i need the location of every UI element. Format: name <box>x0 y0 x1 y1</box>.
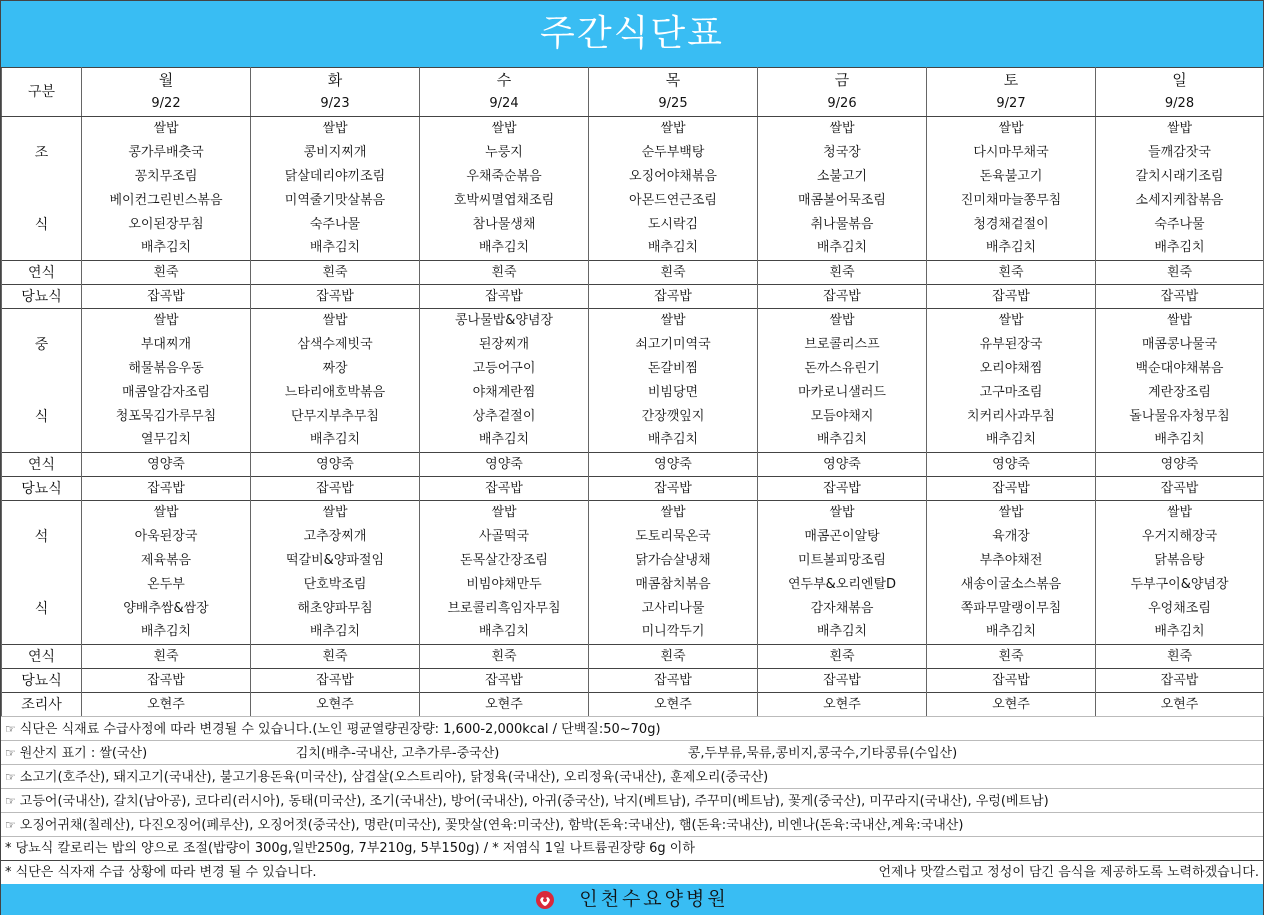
diabetic-diet-item: 잡곡밥 <box>251 477 420 501</box>
footer-bar <box>1 884 1263 915</box>
soft-diet-item: 흰죽 <box>589 261 758 285</box>
lunch-label-blank <box>2 381 82 405</box>
menu-item: 콩비지찌개 <box>251 141 420 165</box>
soft-diet-item: 흰죽 <box>1096 645 1264 669</box>
pointing-hand-icon: ☞ <box>5 794 16 808</box>
cook-name: 오현주 <box>82 693 251 717</box>
menu-item: 제육볶음 <box>82 549 251 573</box>
diabetic-diet-item: 잡곡밥 <box>758 669 927 693</box>
cook-name: 오현주 <box>927 693 1096 717</box>
note-calorie <box>1 836 1263 860</box>
menu-item: 매콤곤이알탕 <box>758 525 927 549</box>
menu-item: 돌나물유자청무침 <box>1096 405 1264 429</box>
menu-item: 돈까스유린기 <box>758 357 927 381</box>
lunch-label-blank <box>2 357 82 381</box>
menu-item: 배추김치 <box>82 621 251 645</box>
menu-item: 고사리나물 <box>589 597 758 621</box>
soft-diet-item: 영양죽 <box>1096 453 1264 477</box>
breakfast-label-blank <box>2 189 82 213</box>
date-header: 9/27 <box>927 92 1096 117</box>
menu-item: 고등어구이 <box>420 357 589 381</box>
menu-item: 쌀밥 <box>589 309 758 333</box>
menu-item: 치커리사과무침 <box>927 405 1096 429</box>
diabetic-diet-item: 잡곡밥 <box>82 669 251 693</box>
menu-item: 부추야채전 <box>927 549 1096 573</box>
menu-item: 닭가슴살냉채 <box>589 549 758 573</box>
menu-item: 숙주나물 <box>1096 213 1264 237</box>
diabetic-diet-label: 당뇨식 <box>2 285 82 309</box>
menu-item: 콩나물밥&양념장 <box>420 309 589 333</box>
notes-section <box>1 716 1263 860</box>
menu-item: 브로콜리흑임자무침 <box>420 597 589 621</box>
bottom-notice <box>1 860 1263 884</box>
page-title: 주간식단표 <box>1 1 1263 67</box>
menu-item: 우거지해장국 <box>1096 525 1264 549</box>
soft-diet-item: 영양죽 <box>251 453 420 477</box>
diabetic-diet-item: 잡곡밥 <box>927 477 1096 501</box>
menu-item: 쌀밥 <box>251 309 420 333</box>
cook-label: 조리사 <box>2 693 82 717</box>
menu-item: 숙주나물 <box>251 213 420 237</box>
lunch-label-blank <box>2 309 82 333</box>
menu-item: 감자채볶음 <box>758 597 927 621</box>
diabetic-diet-item: 잡곡밥 <box>589 285 758 309</box>
menu-item: 사골떡국 <box>420 525 589 549</box>
menu-item: 배추김치 <box>420 429 589 453</box>
menu-item: 마카로니샐러드 <box>758 381 927 405</box>
menu-item: 쌀밥 <box>420 117 589 141</box>
menu-item: 매콤참치볶음 <box>589 573 758 597</box>
diabetic-diet-item: 잡곡밥 <box>927 285 1096 309</box>
menu-item: 배추김치 <box>589 237 758 261</box>
note-fish-origin <box>1 788 1263 812</box>
menu-item: 우엉채조림 <box>1096 597 1264 621</box>
menu-item: 모듬야채지 <box>758 405 927 429</box>
menu-item: 소불고기 <box>758 165 927 189</box>
service-message: 언제나 맛깔스럽고 정성이 담긴 음식을 제공하도록 노력하겠습니다. <box>878 865 1259 880</box>
menu-item: 돈목살간장조림 <box>420 549 589 573</box>
menu-item: 들깨감잣국 <box>1096 141 1264 165</box>
menu-item: 쌀밥 <box>251 117 420 141</box>
day-header: 목 <box>589 68 758 92</box>
diabetic-diet-label: 당뇨식 <box>2 477 82 501</box>
menu-item: 느타리애호박볶음 <box>251 381 420 405</box>
menu-item: 참나물생채 <box>420 213 589 237</box>
menu-item: 유부된장국 <box>927 333 1096 357</box>
hospital-logo-icon <box>535 890 555 910</box>
origin-kimchi: 김치(배추-국내산, 고추가루-중국산) <box>295 746 500 761</box>
menu-item: 배추김치 <box>758 237 927 261</box>
diabetic-diet-label: 당뇨식 <box>2 669 82 693</box>
menu-item: 해초양파무침 <box>251 597 420 621</box>
menu-item: 계란장조림 <box>1096 381 1264 405</box>
menu-item: 누룽지 <box>420 141 589 165</box>
menu-table <box>1 67 1264 717</box>
menu-item: 오이된장무침 <box>82 213 251 237</box>
soft-diet-item: 영양죽 <box>589 453 758 477</box>
menu-item: 매콤콩나물국 <box>1096 333 1264 357</box>
menu-item: 배추김치 <box>82 237 251 261</box>
pointing-hand-icon: ☞ <box>5 818 16 832</box>
menu-item: 매콤알감자조림 <box>82 381 251 405</box>
diabetic-diet-item: 잡곡밥 <box>420 477 589 501</box>
menu-item: 온두부 <box>82 573 251 597</box>
soft-diet-label: 연식 <box>2 453 82 477</box>
menu-item: 야채계란찜 <box>420 381 589 405</box>
menu-item: 비빔야채만두 <box>420 573 589 597</box>
menu-item: 간장깻잎지 <box>589 405 758 429</box>
menu-item: 쌀밥 <box>1096 501 1264 525</box>
date-header: 9/23 <box>251 92 420 117</box>
menu-item: 호박씨멸엽채조림 <box>420 189 589 213</box>
menu-item: 도시락김 <box>589 213 758 237</box>
menu-item: 배추김치 <box>251 237 420 261</box>
note-text: 소고기(호주산), 돼지고기(국내산), 불고기용돈육(미국산), 삼겹살(오스트리아), 닭정육(국내산), 오리정육(국내산), 훈제오리(중국산) <box>19 770 769 785</box>
menu-item: 돈육불고기 <box>927 165 1096 189</box>
note-processed-origin <box>1 812 1263 836</box>
menu-item: 베이컨그린빈스볶음 <box>82 189 251 213</box>
note-text: 고등어(국내산), 갈치(남아공), 코다리(러시아), 동태(미국산), 조기(국내산), 방어(국내산), 아귀(중국산), 낙지(베트남), 주꾸미(베트남), 꽃게(중국산), 미꾸라지(국내산), 우렁(베트남) <box>19 794 1049 809</box>
menu-item: 청포묵김가루무침 <box>82 405 251 429</box>
hospital-name: 인천수요양병원 <box>579 888 729 910</box>
day-header: 수 <box>420 68 589 92</box>
soft-diet-item: 영양죽 <box>420 453 589 477</box>
menu-item: 쇠고기미역국 <box>589 333 758 357</box>
menu-item: 아몬드연근조림 <box>589 189 758 213</box>
dinner-label-blank <box>2 621 82 645</box>
menu-item: 꽁치무조림 <box>82 165 251 189</box>
soft-diet-item: 영양죽 <box>82 453 251 477</box>
day-header: 일 <box>1096 68 1264 92</box>
cook-name: 오현주 <box>589 693 758 717</box>
origin-rice: 원산지 표기 : 쌀(국산) <box>19 746 148 761</box>
note-meat-origin <box>1 764 1263 788</box>
day-header: 월 <box>82 68 251 92</box>
breakfast-label-blank <box>2 117 82 141</box>
menu-item: 청경채겉절이 <box>927 213 1096 237</box>
menu-item: 돈갈비찜 <box>589 357 758 381</box>
soft-diet-item: 흰죽 <box>420 261 589 285</box>
menu-item: 도토리묵온국 <box>589 525 758 549</box>
menu-item: 취나물볶음 <box>758 213 927 237</box>
menu-item: 배추김치 <box>1096 621 1264 645</box>
breakfast-label-blank <box>2 237 82 261</box>
menu-item: 쌀밥 <box>758 501 927 525</box>
day-header: 금 <box>758 68 927 92</box>
date-header: 9/25 <box>589 92 758 117</box>
soft-diet-item: 흰죽 <box>251 645 420 669</box>
menu-item: 배추김치 <box>927 621 1096 645</box>
menu-item: 미니깍두기 <box>589 621 758 645</box>
date-header: 9/24 <box>420 92 589 117</box>
dinner-label: 식 <box>2 597 82 621</box>
menu-item: 미트볼피망조림 <box>758 549 927 573</box>
diabetic-diet-item: 잡곡밥 <box>420 285 589 309</box>
pointing-hand-icon: ☞ <box>5 770 16 784</box>
soft-diet-item: 흰죽 <box>758 645 927 669</box>
change-notice: * 식단은 식자재 수급 상황에 따라 변경 될 수 있습니다. <box>5 865 317 880</box>
diabetic-diet-item: 잡곡밥 <box>1096 285 1264 309</box>
menu-item: 고구마조림 <box>927 381 1096 405</box>
menu-item: 쌀밥 <box>82 501 251 525</box>
soft-diet-label: 연식 <box>2 645 82 669</box>
menu-item: 아욱된장국 <box>82 525 251 549</box>
soft-diet-item: 흰죽 <box>927 645 1096 669</box>
diabetic-diet-item: 잡곡밥 <box>420 669 589 693</box>
pointing-hand-icon: ☞ <box>5 722 16 736</box>
breakfast-label: 조 <box>2 141 82 165</box>
menu-item: 다시마무채국 <box>927 141 1096 165</box>
note-origin <box>1 740 1263 764</box>
menu-item: 쌀밥 <box>927 117 1096 141</box>
menu-item: 브로콜리스프 <box>758 333 927 357</box>
menu-item: 우채죽순볶음 <box>420 165 589 189</box>
diabetic-diet-item: 잡곡밥 <box>589 477 758 501</box>
menu-item: 열무김치 <box>82 429 251 453</box>
menu-item: 상추겉절이 <box>420 405 589 429</box>
header-label: 구분 <box>2 68 82 117</box>
dinner-label: 석 <box>2 525 82 549</box>
menu-item: 쪽파무말랭이무침 <box>927 597 1096 621</box>
soft-diet-item: 흰죽 <box>251 261 420 285</box>
date-header: 9/28 <box>1096 92 1264 117</box>
menu-item: 쌀밥 <box>589 501 758 525</box>
menu-item: 쌀밥 <box>1096 309 1264 333</box>
pointing-hand-icon: ☞ <box>5 746 16 760</box>
dinner-label-blank <box>2 549 82 573</box>
lunch-label: 식 <box>2 405 82 429</box>
menu-item: 배추김치 <box>1096 237 1264 261</box>
dinner-label-blank <box>2 501 82 525</box>
menu-item: 쌀밥 <box>251 501 420 525</box>
menu-item: 닭볶음탕 <box>1096 549 1264 573</box>
cook-name: 오현주 <box>758 693 927 717</box>
menu-item: 배추김치 <box>589 429 758 453</box>
menu-item: 삼색수제빗국 <box>251 333 420 357</box>
menu-item: 연두부&오리엔탈D <box>758 573 927 597</box>
menu-item: 배추김치 <box>251 429 420 453</box>
date-header: 9/26 <box>758 92 927 117</box>
menu-item: 배추김치 <box>420 621 589 645</box>
diabetic-diet-item: 잡곡밥 <box>589 669 758 693</box>
menu-item: 새송이굴소스볶음 <box>927 573 1096 597</box>
breakfast-label: 식 <box>2 213 82 237</box>
soft-diet-item: 흰죽 <box>82 261 251 285</box>
menu-item: 단무지부추무침 <box>251 405 420 429</box>
menu-item: 된장찌개 <box>420 333 589 357</box>
soft-diet-item: 흰죽 <box>589 645 758 669</box>
menu-item: 부대찌개 <box>82 333 251 357</box>
menu-item: 소세지케찹볶음 <box>1096 189 1264 213</box>
menu-item: 미역줄기맛살볶음 <box>251 189 420 213</box>
menu-item: 콩가루배춧국 <box>82 141 251 165</box>
note-text: 식단은 식재료 수급사정에 따라 변경될 수 있습니다.(노인 평균열량권장량: 1,600-2,000kcal / 단백질:50~70g) <box>19 722 661 737</box>
soft-diet-item: 흰죽 <box>1096 261 1264 285</box>
diabetic-diet-item: 잡곡밥 <box>758 285 927 309</box>
menu-item: 배추김치 <box>927 237 1096 261</box>
diabetic-diet-item: 잡곡밥 <box>251 285 420 309</box>
menu-item: 배추김치 <box>758 429 927 453</box>
note-text: * 당뇨식 칼로리는 밥의 양으로 조절(밥량이 300g,일반250g, 7부210g, 5부150g) / * 저염식 1일 나트륨권장량 6g 이하 <box>5 841 695 856</box>
day-header: 화 <box>251 68 420 92</box>
menu-item: 쌀밥 <box>927 501 1096 525</box>
lunch-label-blank <box>2 429 82 453</box>
menu-item: 순두부백탕 <box>589 141 758 165</box>
menu-item: 배추김치 <box>251 621 420 645</box>
menu-item: 쌀밥 <box>758 309 927 333</box>
menu-item: 쌀밥 <box>82 309 251 333</box>
menu-item: 오리야채찜 <box>927 357 1096 381</box>
menu-item: 배추김치 <box>758 621 927 645</box>
menu-item: 짜장 <box>251 357 420 381</box>
menu-item: 닭살데리야끼조림 <box>251 165 420 189</box>
origin-beans: 콩,두부류,묵류,콩비지,콩국수,기타콩류(수입산) <box>687 746 958 761</box>
menu-item: 해물볶음우동 <box>82 357 251 381</box>
soft-diet-item: 영양죽 <box>927 453 1096 477</box>
diabetic-diet-item: 잡곡밥 <box>1096 669 1264 693</box>
menu-item: 쌀밥 <box>927 309 1096 333</box>
lunch-label: 중 <box>2 333 82 357</box>
menu-item: 매콤볼어묵조림 <box>758 189 927 213</box>
diabetic-diet-item: 잡곡밥 <box>1096 477 1264 501</box>
menu-item: 배추김치 <box>420 237 589 261</box>
menu-item: 쌀밥 <box>420 501 589 525</box>
note-text: 오징어귀채(칠레산), 다진오징어(페루산), 오징어젓(중국산), 명란(미국산), 꽃맛살(연육:미국산), 함박(돈육:국내산), 햄(돈육:국내산), 비엔나(돈육:국내산,계육:국내산) <box>19 818 964 833</box>
menu-item: 청국장 <box>758 141 927 165</box>
menu-item: 진미채마늘쫑무침 <box>927 189 1096 213</box>
date-header: 9/22 <box>82 92 251 117</box>
day-header: 토 <box>927 68 1096 92</box>
note-menu-change <box>1 716 1263 740</box>
soft-diet-item: 영양죽 <box>758 453 927 477</box>
diabetic-diet-item: 잡곡밥 <box>82 477 251 501</box>
menu-item: 떡갈비&양파절임 <box>251 549 420 573</box>
menu-item: 고추장찌개 <box>251 525 420 549</box>
soft-diet-item: 흰죽 <box>758 261 927 285</box>
cook-name: 오현주 <box>1096 693 1264 717</box>
cook-name: 오현주 <box>251 693 420 717</box>
soft-diet-item: 흰죽 <box>82 645 251 669</box>
soft-diet-item: 흰죽 <box>927 261 1096 285</box>
menu-item: 비빔당면 <box>589 381 758 405</box>
menu-item: 단호박조림 <box>251 573 420 597</box>
breakfast-label-blank <box>2 165 82 189</box>
menu-item: 쌀밥 <box>82 117 251 141</box>
menu-item: 갈치시래기조림 <box>1096 165 1264 189</box>
menu-item: 배추김치 <box>927 429 1096 453</box>
menu-item: 쌀밥 <box>589 117 758 141</box>
menu-item: 오징어야채볶음 <box>589 165 758 189</box>
soft-diet-item: 흰죽 <box>420 645 589 669</box>
diabetic-diet-item: 잡곡밥 <box>758 477 927 501</box>
diabetic-diet-item: 잡곡밥 <box>251 669 420 693</box>
soft-diet-label: 연식 <box>2 261 82 285</box>
dinner-label-blank <box>2 573 82 597</box>
menu-item: 백순대야채볶음 <box>1096 357 1264 381</box>
cook-name: 오현주 <box>420 693 589 717</box>
menu-item: 쌀밥 <box>758 117 927 141</box>
menu-item: 쌀밥 <box>1096 117 1264 141</box>
menu-item: 배추김치 <box>1096 429 1264 453</box>
menu-item: 양배추쌈&쌈장 <box>82 597 251 621</box>
diabetic-diet-item: 잡곡밥 <box>82 285 251 309</box>
diabetic-diet-item: 잡곡밥 <box>927 669 1096 693</box>
menu-item: 육개장 <box>927 525 1096 549</box>
menu-item: 두부구이&양념장 <box>1096 573 1264 597</box>
